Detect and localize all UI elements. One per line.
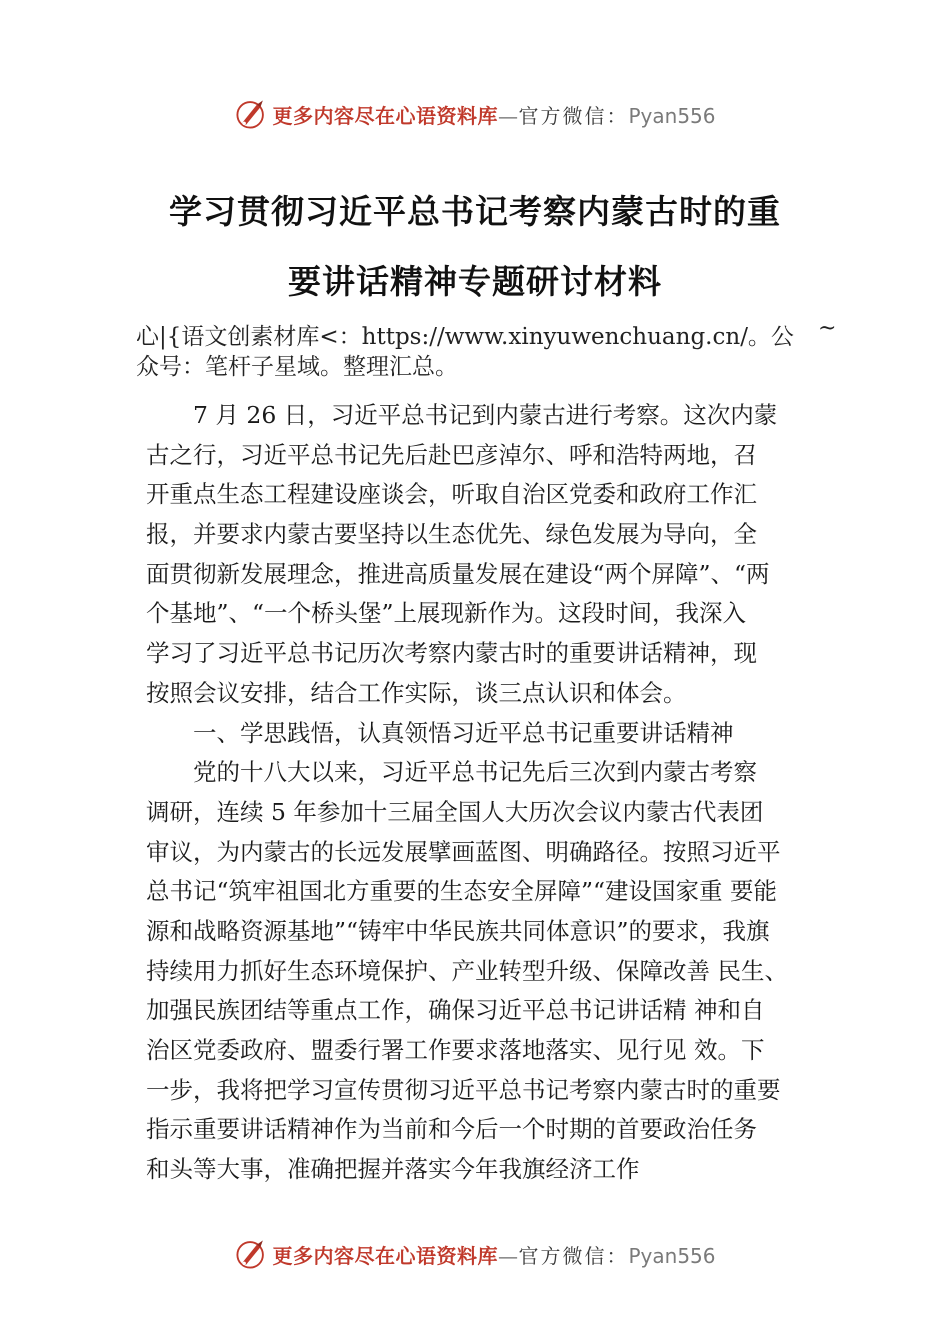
- document-title-line-2: 要讲话精神专题研讨材料: [288, 262, 662, 301]
- banner-separator: —: [497, 1243, 519, 1268]
- body-line: 开重点生态工程建设座谈会，听取自治区党委和政府工作汇: [146, 480, 757, 509]
- section-heading: 一、学思践悟，认真领悟习近平总书记重要讲话精神: [193, 718, 734, 747]
- body-line: 报，并要求内蒙古要坚持以生态优先、绿色发展为导向，全: [146, 520, 757, 549]
- body-line: 治区党委政府、盟委行署工作要求落地落实、见行见 效。下: [146, 1036, 765, 1064]
- document-body: [146, 396, 836, 1190]
- banner-separator: —: [497, 103, 519, 128]
- source-note-line-2: 众号：笔杆子星域。整理汇总。: [136, 354, 458, 380]
- body-line: 源和战略资源基地”“铸牢中华民族共同体意识”的要求，我旗: [146, 916, 770, 945]
- body-line: 按照会议安排，结合工作实际，谈三点认识和体会。: [146, 678, 687, 707]
- footer-banner: [0, 1234, 950, 1274]
- body-line: 古之行，习近平总书记先后赴巴彦淖尔、呼和浩特两地，召: [146, 440, 757, 469]
- banner-wechat-label: 官方微信：: [518, 103, 629, 128]
- body-line: 审议，为内蒙古的长远发展擘画蓝图、明确路径。按照习近平: [146, 837, 781, 866]
- document-title-line-1: 学习贯彻习近平总书记考察内蒙古时的重: [169, 192, 781, 231]
- body-line: 调研，连续 5 年参加十三届全国人大历次会议内蒙古代表团: [146, 797, 764, 826]
- pen-logo-icon: [234, 97, 268, 131]
- body-line: 加强民族团结等重点工作，确保习近平总书记讲话精 神和自: [146, 996, 765, 1025]
- body-line: 指示重要讲话精神作为当前和今后一个时期的首要政治任务: [146, 1115, 757, 1144]
- banner-main-text: 更多内容尽在心语资料库: [272, 103, 498, 128]
- body-line: 7 月 26 日，习近平总书记到内蒙古进行考察。这次内蒙: [193, 401, 778, 429]
- body-line: 一步，我将把学习宣传贯彻习近平总书记考察内蒙古时的重要: [146, 1075, 781, 1104]
- body-line: 个基地”、“一个桥头堡”上展现新作为。这段时间，我深入: [146, 599, 747, 628]
- body-line: 面贯彻新发展理念，推进高质量发展在建设“两个屏障”、“两: [146, 559, 770, 588]
- body-line: 和头等大事，准确把握并落实今年我旗经济工作: [146, 1155, 640, 1184]
- banner-wechat-id: Pyan556: [628, 103, 716, 128]
- banner-main-text: 更多内容尽在心语资料库: [272, 1243, 498, 1268]
- body-line: 学习了习近平总书记历次考察内蒙古时的重要讲话精神，现: [146, 639, 757, 668]
- banner-wechat-label: 官方微信：: [518, 1243, 629, 1268]
- source-note-tilde: ~: [818, 316, 837, 341]
- banner-wechat-id: Pyan556: [628, 1243, 716, 1268]
- pen-logo-icon: [234, 1237, 268, 1271]
- source-note-line-1: 心|{语文创素材库<：https://www.xinyuwenchuang.cn/。公: [136, 324, 794, 350]
- body-line: 持续用力抓好生态环境保护、产业转型升级、保障改善 民生、: [146, 956, 788, 985]
- body-line: 党的十八大以来，习近平总书记先后三次到内蒙古考察: [193, 758, 757, 787]
- header-banner: [0, 94, 950, 134]
- body-line: 总书记“筑牢祖国北方重要的生态安全屏障”“建设国家重 要能: [146, 877, 778, 906]
- source-note: [136, 316, 837, 382]
